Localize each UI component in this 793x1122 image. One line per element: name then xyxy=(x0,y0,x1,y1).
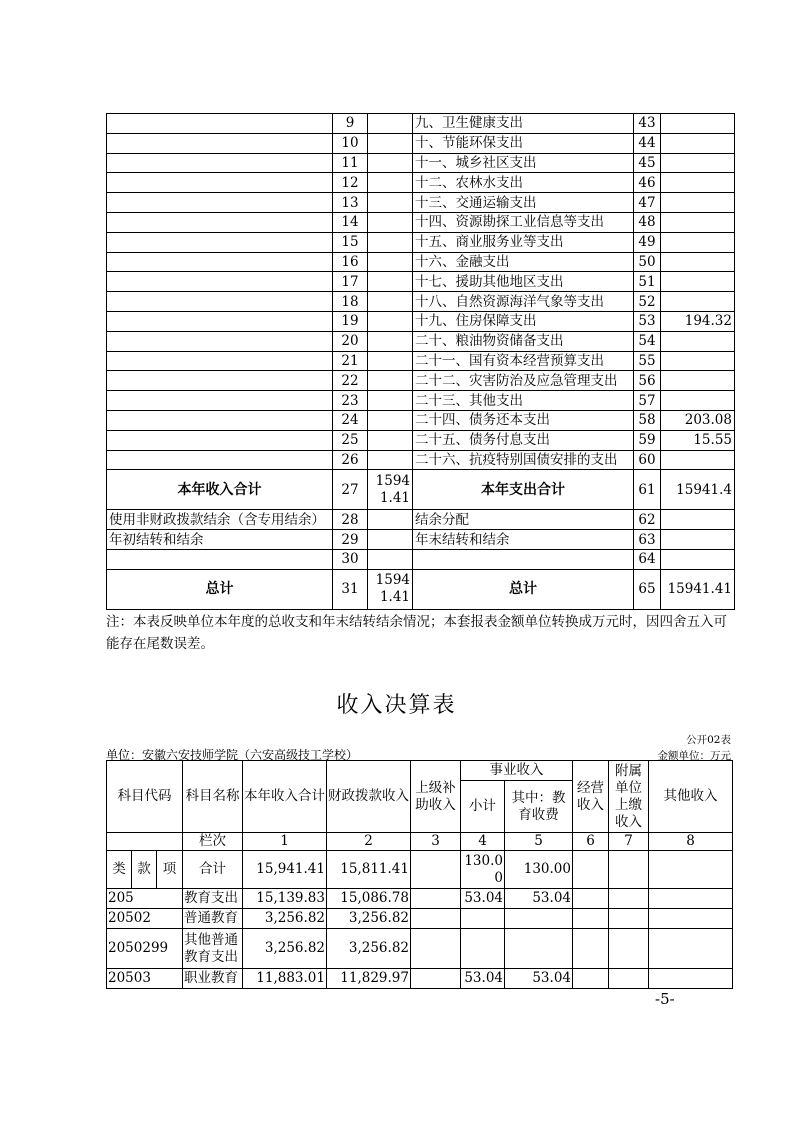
row-right-amount xyxy=(661,371,735,391)
row-expense-item: 十五、商业服务业等支出 xyxy=(413,232,634,252)
row-left-label: 本年收入合计 xyxy=(107,470,333,510)
row-fiscal: 3,256.82 xyxy=(327,909,411,929)
row-left-line: 25 xyxy=(333,430,368,450)
row-right-line: 56 xyxy=(634,371,661,391)
row-right-amount xyxy=(661,272,735,292)
row-total: 11,883.01 xyxy=(243,969,327,989)
table-row xyxy=(107,173,735,193)
col-index: 1 xyxy=(243,833,327,851)
header-lanci: 栏次 xyxy=(183,833,243,851)
row-left-amount xyxy=(368,331,413,351)
row-right-amount xyxy=(661,232,735,252)
row-left-amount xyxy=(368,133,413,153)
col-index: 3 xyxy=(411,833,461,851)
row-expense-item: 总计 xyxy=(413,569,634,609)
row-expense-item: 十二、农林水支出 xyxy=(413,173,634,193)
row-right-amount xyxy=(661,252,735,272)
row-expense-item: 二十二、灾害防治及应急管理支出 xyxy=(413,371,634,391)
header-other: 其他收入 xyxy=(649,761,733,833)
row-left-line: 30 xyxy=(333,549,368,569)
row-left-line: 27 xyxy=(333,470,368,510)
row-left-amount xyxy=(368,212,413,232)
total-row-subtotal: 130.00 xyxy=(461,851,505,889)
row-left-line: 23 xyxy=(333,391,368,411)
blank-cell xyxy=(411,851,461,889)
row-left-amount xyxy=(368,351,413,371)
row-left-line: 11 xyxy=(333,153,368,173)
row-left-line: 12 xyxy=(333,173,368,193)
row-right-line: 45 xyxy=(634,153,661,173)
row-left-line: 16 xyxy=(333,252,368,272)
row-edu: 53.04 xyxy=(505,889,573,909)
row-left-label xyxy=(107,331,333,351)
header-kuan: 款 xyxy=(132,851,157,889)
row-subtotal xyxy=(461,909,505,929)
row-left-amount xyxy=(368,410,413,430)
row-left-amount xyxy=(368,153,413,173)
amount-unit: 金额单位：万元 xyxy=(657,750,731,762)
col-index: 4 xyxy=(461,833,505,851)
col-index: 8 xyxy=(649,833,733,851)
row-expense-item: 十一、城乡社区支出 xyxy=(413,153,634,173)
row-name: 职业教育 xyxy=(183,969,243,989)
blank-cell xyxy=(609,909,649,929)
row-expense-item: 二十五、债务付息支出 xyxy=(413,430,634,450)
blank-cell xyxy=(411,969,461,989)
table-row xyxy=(107,351,735,371)
blank-cell xyxy=(609,851,649,889)
row-total: 3,256.82 xyxy=(243,929,327,969)
table-row xyxy=(107,909,733,929)
table-note: 注：本表反映单位本年度的总收支和年末结转结余情况；本套报表金额单位转换成万元时，因四舍五入可能存在尾数误差。 xyxy=(106,614,727,652)
row-left-line: 15 xyxy=(333,232,368,252)
header-total-income: 本年收入合计 xyxy=(243,761,327,833)
col-index: 2 xyxy=(327,833,411,851)
table-row xyxy=(107,153,735,173)
row-right-line: 65 xyxy=(634,569,661,609)
row-right-line: 63 xyxy=(634,530,661,550)
row-left-line: 18 xyxy=(333,292,368,312)
table-row xyxy=(107,232,735,252)
row-right-line: 62 xyxy=(634,510,661,530)
header-superior: 上级补助收入 xyxy=(411,761,461,833)
row-left-label: 使用非财政拨款结余（含专用结余） xyxy=(107,510,333,530)
row-right-amount xyxy=(661,133,735,153)
page-title: 收入决算表 xyxy=(336,693,457,718)
header-business: 事业收入 xyxy=(461,761,573,781)
table-row xyxy=(107,410,735,430)
row-left-line: 9 xyxy=(333,114,368,134)
row-right-amount: 15941.4 xyxy=(661,470,735,510)
table-row xyxy=(107,470,735,510)
blank-cell xyxy=(573,929,609,969)
row-left-label xyxy=(107,549,333,569)
row-left-label: 年初结转和结余 xyxy=(107,530,333,550)
row-code: 20502 xyxy=(107,909,183,929)
row-expense-item: 十、节能环保支出 xyxy=(413,133,634,153)
row-expense-item: 十六、金融支出 xyxy=(413,252,634,272)
row-total: 3,256.82 xyxy=(243,909,327,929)
row-left-amount xyxy=(368,272,413,292)
row-left-line: 17 xyxy=(333,272,368,292)
table-row xyxy=(107,929,733,969)
row-left-amount xyxy=(368,391,413,411)
table-row xyxy=(107,530,735,550)
total-row-total: 15,941.41 xyxy=(243,851,327,889)
blank-cell xyxy=(411,929,461,969)
table-row xyxy=(107,450,735,470)
header-subtotal: 小计 xyxy=(461,781,505,833)
row-left-amount xyxy=(368,450,413,470)
table-row xyxy=(107,292,735,312)
row-right-amount xyxy=(661,193,735,213)
row-expense-item: 结余分配 xyxy=(413,510,634,530)
row-right-line: 55 xyxy=(634,351,661,371)
header-lei: 类 xyxy=(107,851,132,889)
row-name: 其他普通教育支出 xyxy=(183,929,243,969)
table-row xyxy=(107,212,735,232)
row-left-line: 22 xyxy=(333,371,368,391)
row-left-label xyxy=(107,351,333,371)
table-row xyxy=(107,510,735,530)
row-left-label xyxy=(107,232,333,252)
row-left-amount xyxy=(368,371,413,391)
row-right-amount xyxy=(661,549,735,569)
row-left-amount xyxy=(368,549,413,569)
row-left-line: 21 xyxy=(333,351,368,371)
table-row xyxy=(107,430,735,450)
row-expense-item: 二十一、国有资本经营预算支出 xyxy=(413,351,634,371)
blank-cell xyxy=(649,889,733,909)
header-subject-name: 科目名称 xyxy=(183,761,243,833)
table-row xyxy=(107,114,735,134)
blank-cell xyxy=(649,929,733,969)
row-left-line: 29 xyxy=(333,530,368,550)
row-left-amount xyxy=(368,311,413,331)
row-left-line: 19 xyxy=(333,311,368,331)
row-right-line: 59 xyxy=(634,430,661,450)
blank-cell xyxy=(649,969,733,989)
blank-cell xyxy=(573,909,609,929)
row-right-line: 60 xyxy=(634,450,661,470)
row-left-amount xyxy=(368,252,413,272)
total-row-edu: 130.00 xyxy=(505,851,573,889)
row-left-amount xyxy=(368,232,413,252)
blank-cell xyxy=(609,929,649,969)
row-expense-item xyxy=(413,549,634,569)
row-name: 普通教育 xyxy=(183,909,243,929)
col-index: 6 xyxy=(573,833,609,851)
page-number: -5- xyxy=(655,990,675,1008)
row-fiscal: 11,829.97 xyxy=(327,969,411,989)
row-expense-item: 十四、资源勘探工业信息等支出 xyxy=(413,212,634,232)
row-left-label xyxy=(107,173,333,193)
row-left-line: 24 xyxy=(333,410,368,430)
row-edu xyxy=(505,909,573,929)
col-index: 7 xyxy=(609,833,649,851)
row-right-line: 51 xyxy=(634,272,661,292)
row-edu xyxy=(505,929,573,969)
table-row xyxy=(107,133,735,153)
row-left-label xyxy=(107,391,333,411)
row-right-amount xyxy=(661,212,735,232)
table-row xyxy=(107,549,735,569)
row-left-amount xyxy=(368,193,413,213)
row-left-label xyxy=(107,114,333,134)
total-row-name: 合计 xyxy=(183,851,243,889)
row-left-label xyxy=(107,292,333,312)
row-expense-item: 十九、住房保障支出 xyxy=(413,311,634,331)
header-subject-code: 科目代码 xyxy=(107,761,183,833)
row-subtotal: 53.04 xyxy=(461,889,505,909)
row-subtotal xyxy=(461,929,505,969)
table-row xyxy=(107,391,735,411)
blank-cell xyxy=(609,969,649,989)
row-fiscal: 3,256.82 xyxy=(327,929,411,969)
blank-cell xyxy=(649,851,733,889)
row-left-amount: 15941.41 xyxy=(368,569,413,609)
row-left-line: 26 xyxy=(333,450,368,470)
row-left-amount xyxy=(368,173,413,193)
row-expense-item: 十八、自然资源海洋气象等支出 xyxy=(413,292,634,312)
row-subtotal: 53.04 xyxy=(461,969,505,989)
row-edu: 53.04 xyxy=(505,969,573,989)
row-expense-item: 年末结转和结余 xyxy=(413,530,634,550)
unit-name: 单位：安徽六安技师学院（六安高级技工学校） xyxy=(106,748,359,762)
total-row-fiscal: 15,811.41 xyxy=(327,851,411,889)
row-fiscal: 15,086.78 xyxy=(327,889,411,909)
row-right-amount: 15941.41 xyxy=(661,569,735,609)
table-row xyxy=(107,311,735,331)
row-left-line: 10 xyxy=(333,133,368,153)
row-right-line: 46 xyxy=(634,173,661,193)
row-right-line: 64 xyxy=(634,549,661,569)
blank-cell xyxy=(573,969,609,989)
header-fiscal: 财政拨款收入 xyxy=(327,761,411,833)
income-expense-summary-table xyxy=(106,113,735,610)
col-index: 5 xyxy=(505,833,573,851)
row-code: 20503 xyxy=(107,969,183,989)
row-left-line: 20 xyxy=(333,331,368,351)
row-right-line: 53 xyxy=(634,311,661,331)
row-expense-item: 九、卫生健康支出 xyxy=(413,114,634,134)
row-right-amount xyxy=(661,391,735,411)
table-row xyxy=(107,969,733,989)
row-left-label xyxy=(107,212,333,232)
row-right-line: 52 xyxy=(634,292,661,312)
row-left-label: 总计 xyxy=(107,569,333,609)
row-left-line: 28 xyxy=(333,510,368,530)
row-left-line: 31 xyxy=(333,569,368,609)
table-row xyxy=(107,331,735,351)
form-code: 公开02表 xyxy=(686,734,731,746)
row-left-amount xyxy=(368,292,413,312)
row-right-amount xyxy=(661,173,735,193)
row-right-amount xyxy=(661,530,735,550)
row-expense-item: 本年支出合计 xyxy=(413,470,634,510)
row-right-amount xyxy=(661,114,735,134)
row-left-amount xyxy=(368,430,413,450)
row-code: 2050299 xyxy=(107,929,183,969)
row-left-line: 14 xyxy=(333,212,368,232)
row-right-line: 47 xyxy=(634,193,661,213)
row-right-line: 49 xyxy=(634,232,661,252)
row-left-label xyxy=(107,311,333,331)
table-row xyxy=(107,252,735,272)
header-edu-fee: 其中：教育收费 xyxy=(505,781,573,833)
row-right-line: 57 xyxy=(634,391,661,411)
row-right-line: 48 xyxy=(634,212,661,232)
row-left-label xyxy=(107,153,333,173)
blank-cell xyxy=(411,909,461,929)
row-right-line: 61 xyxy=(634,470,661,510)
row-left-label xyxy=(107,371,333,391)
blank-cell xyxy=(573,889,609,909)
header-operating: 经营收入 xyxy=(573,761,609,833)
row-left-label xyxy=(107,252,333,272)
row-right-amount xyxy=(661,331,735,351)
row-left-line: 13 xyxy=(333,193,368,213)
row-left-label xyxy=(107,410,333,430)
row-total: 15,139.83 xyxy=(243,889,327,909)
row-right-line: 54 xyxy=(634,331,661,351)
row-left-label xyxy=(107,430,333,450)
row-left-amount xyxy=(368,510,413,530)
row-name: 教育支出 xyxy=(183,889,243,909)
row-expense-item: 十七、援助其他地区支出 xyxy=(413,272,634,292)
row-expense-item: 二十四、债务还本支出 xyxy=(413,410,634,430)
row-left-amount xyxy=(368,114,413,134)
row-right-amount xyxy=(661,292,735,312)
row-expense-item: 十三、交通运输支出 xyxy=(413,193,634,213)
row-right-line: 50 xyxy=(634,252,661,272)
row-right-amount xyxy=(661,450,735,470)
row-right-amount xyxy=(661,351,735,371)
income-final-accounts-table xyxy=(106,760,733,989)
row-left-label xyxy=(107,133,333,153)
row-expense-item: 二十三、其他支出 xyxy=(413,391,634,411)
row-left-label xyxy=(107,193,333,213)
row-right-amount xyxy=(661,153,735,173)
table-row xyxy=(107,569,735,609)
table-row xyxy=(107,193,735,213)
blank-cell xyxy=(649,909,733,929)
table-row xyxy=(107,889,733,909)
row-expense-item: 二十六、抗疫特别国债安排的支出 xyxy=(413,450,634,470)
row-expense-item: 二十、粮油物资储备支出 xyxy=(413,331,634,351)
row-left-amount xyxy=(368,530,413,550)
row-right-amount: 203.08 xyxy=(661,410,735,430)
row-right-amount: 194.32 xyxy=(661,311,735,331)
header-affiliated: 附属单位上缴收入 xyxy=(609,761,649,833)
table-row xyxy=(107,272,735,292)
row-code: 205 xyxy=(107,889,183,909)
row-left-label xyxy=(107,272,333,292)
row-right-amount: 15.55 xyxy=(661,430,735,450)
blank-cell xyxy=(573,851,609,889)
row-right-line: 43 xyxy=(634,114,661,134)
row-right-amount xyxy=(661,510,735,530)
blank-cell xyxy=(609,889,649,909)
header-xiang: 项 xyxy=(157,851,183,889)
row-left-label xyxy=(107,450,333,470)
blank-cell xyxy=(107,833,183,851)
row-left-amount: 15941.41 xyxy=(368,470,413,510)
row-right-line: 58 xyxy=(634,410,661,430)
row-right-line: 44 xyxy=(634,133,661,153)
table-row xyxy=(107,371,735,391)
blank-cell xyxy=(411,889,461,909)
